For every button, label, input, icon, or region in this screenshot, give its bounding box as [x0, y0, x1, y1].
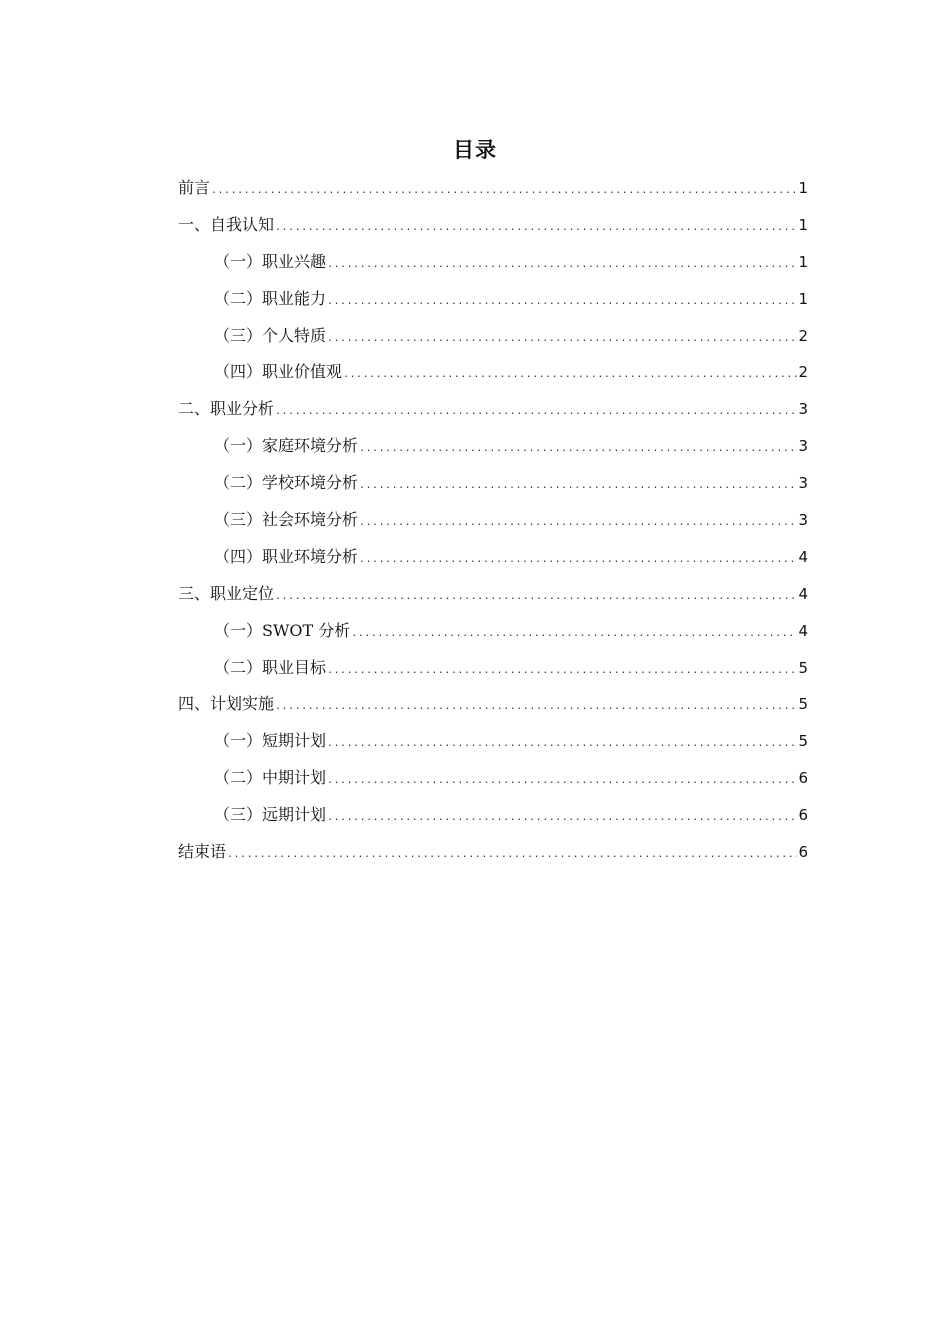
toc-page-number: 3: [798, 474, 808, 493]
toc-entry[interactable]: [178, 502, 808, 539]
toc-leader-dots: [351, 616, 797, 653]
toc-entry-label: （三）个人特质: [214, 325, 327, 345]
toc-page-number: 2: [798, 326, 808, 345]
toc-leader-dots: [275, 394, 797, 431]
toc-entry-label: （二）职业能力: [214, 288, 327, 308]
toc-entry-label: （一）家庭环境分析: [214, 436, 359, 456]
toc-entry[interactable]: [178, 539, 808, 576]
toc-entry[interactable]: [178, 465, 808, 502]
toc-page-number: 3: [798, 511, 808, 530]
toc-entry[interactable]: [178, 354, 808, 391]
toc-page-number: 5: [798, 732, 808, 751]
toc-entry[interactable]: [178, 281, 808, 318]
toc-entry-label: 前言: [178, 178, 211, 197]
toc-entry[interactable]: [178, 613, 808, 650]
toc-page-number: 4: [798, 621, 808, 640]
toc-entry-label: 三、职业定位: [178, 583, 275, 603]
toc-leader-dots: [343, 357, 797, 394]
toc-leader-dots: [327, 284, 797, 321]
toc-page-number: 6: [798, 769, 808, 788]
toc-leader-dots: [327, 653, 797, 690]
toc-leader-dots: [275, 210, 797, 247]
toc-leader-dots: [327, 726, 797, 763]
toc-page-number: 5: [798, 658, 808, 677]
toc-entry-label: 二、职业分析: [178, 399, 275, 419]
toc-title: 目录: [453, 138, 497, 162]
toc-entry-label: （三）社会环境分析: [214, 510, 359, 530]
toc-entry[interactable]: [178, 834, 808, 871]
toc-entry-label: 四、计划实施: [178, 694, 275, 714]
toc-entry-label: （三）远期计划: [214, 805, 327, 825]
toc-page-number: 4: [798, 584, 808, 603]
toc-entry[interactable]: [178, 428, 808, 465]
toc-entry-label: （二）中期计划: [214, 768, 327, 788]
toc-page-number: 1: [798, 179, 808, 197]
toc-page-number: 4: [798, 547, 808, 566]
toc-page-number: 1: [798, 252, 808, 271]
toc-leader-dots: [327, 247, 797, 284]
toc-leader-dots: [227, 837, 797, 874]
toc-entry-label: （一）SWOT 分析: [214, 620, 351, 640]
toc-entry-label: （一）职业兴趣: [214, 251, 327, 271]
toc-entry-label: 结束语: [178, 842, 227, 862]
toc-entry[interactable]: [178, 723, 808, 760]
toc-leader-dots: [211, 173, 797, 210]
toc-entry-label: （四）职业环境分析: [214, 546, 359, 566]
toc-entry[interactable]: [178, 797, 808, 834]
table-of-contents: [178, 170, 808, 871]
toc-entry-label: （四）职业价值观: [214, 362, 343, 382]
toc-entry-label: （二）职业目标: [214, 657, 327, 677]
toc-entry[interactable]: [178, 391, 808, 428]
toc-entry-label: （二）学校环境分析: [214, 473, 359, 493]
toc-leader-dots: [327, 800, 797, 837]
toc-leader-dots: [275, 689, 797, 726]
toc-entry[interactable]: [178, 244, 808, 281]
toc-leader-dots: [359, 542, 797, 579]
toc-entry[interactable]: [178, 318, 808, 355]
toc-leader-dots: [327, 763, 797, 800]
toc-page-number: 6: [798, 843, 808, 862]
toc-page-number: 1: [798, 289, 808, 308]
toc-leader-dots: [327, 321, 797, 358]
toc-page-number: 3: [798, 437, 808, 456]
toc-page-number: 3: [798, 400, 808, 419]
toc-leader-dots: [359, 468, 797, 505]
toc-entry[interactable]: [178, 170, 808, 207]
toc-page-number: 1: [798, 215, 808, 234]
toc-page-number: 5: [798, 695, 808, 714]
toc-entry-label: （一）短期计划: [214, 731, 327, 751]
toc-entry[interactable]: [178, 576, 808, 613]
toc-entry[interactable]: [178, 207, 808, 244]
toc-page-number: 2: [798, 363, 808, 382]
toc-leader-dots: [275, 579, 797, 616]
toc-entry[interactable]: [178, 760, 808, 797]
toc-leader-dots: [359, 431, 797, 468]
toc-page-number: 6: [798, 806, 808, 825]
toc-entry[interactable]: [178, 650, 808, 687]
toc-entry[interactable]: [178, 686, 808, 723]
toc-leader-dots: [359, 505, 797, 542]
toc-entry-label: 一、自我认知: [178, 214, 275, 234]
